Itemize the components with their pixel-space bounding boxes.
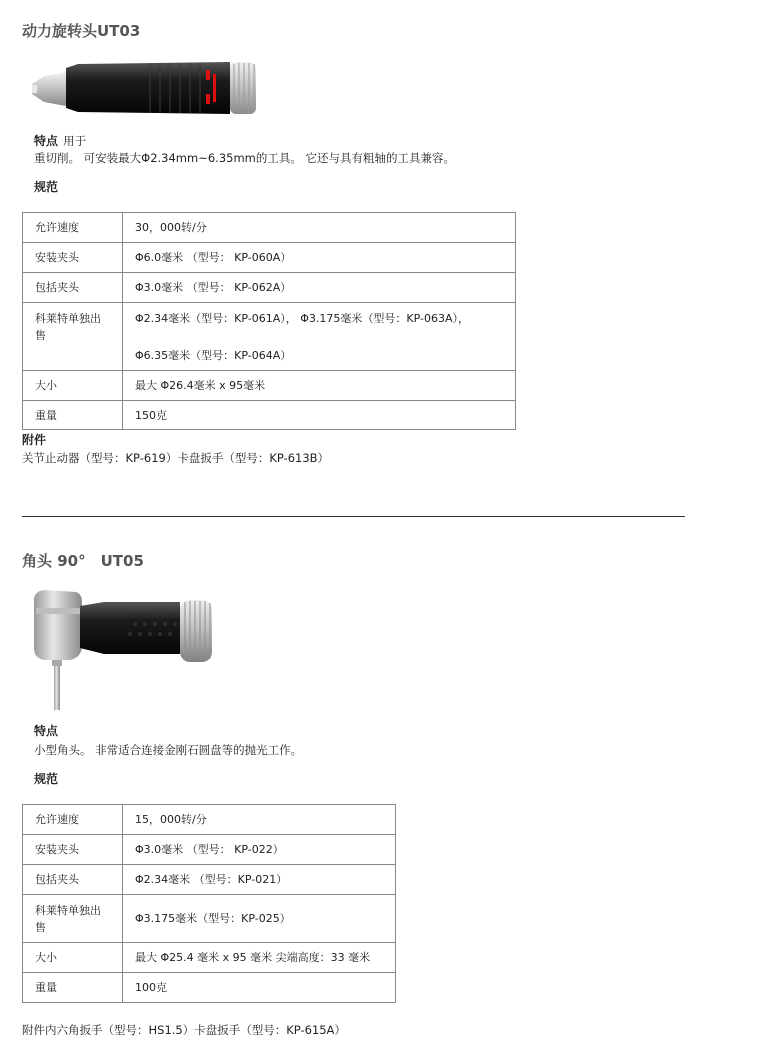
spec-label-cell (23, 895, 123, 943)
section1-features-text: 重切削。 可安装最大Φ2.34mm~6.35mm的工具。 它还与具有粗轴的工具兼容。 (34, 151, 456, 165)
section1-accessories-label: 附件 (22, 433, 47, 447)
table-row (23, 895, 396, 943)
spec-label-cell: 允许速度 (23, 213, 123, 243)
spec-label-cell: 包括夹头 (23, 865, 123, 895)
spec-label-line: 科莱特单独出 (35, 312, 101, 325)
spec-value-cell: Φ3.175毫米（型号：KP-025） (123, 895, 396, 943)
ut05-product-image (30, 588, 216, 712)
section-divider (22, 516, 685, 517)
section2-title: 角头 90° UT05 (22, 552, 144, 570)
table-row (23, 213, 516, 243)
spec-label-cell (23, 303, 123, 371)
spec-label-cell: 重量 (23, 973, 123, 1003)
spec-value-cell: 最大 Φ25.4 毫米 x 95 毫米 尖端高度：33 毫米 (123, 943, 396, 973)
table-row (23, 805, 396, 835)
section1-features-line1: 用于 (63, 134, 87, 148)
section1-spec-table (22, 212, 516, 430)
spec-label-cell: 安装夹头 (23, 835, 123, 865)
table-row (23, 243, 516, 273)
section1-accessories-text: 关节止动器（型号：KP-619）卡盘扳手（型号：KP-613B） (22, 451, 330, 465)
spec-value-line: Φ2.34毫米（型号：KP-061A）， Φ3.175毫米（型号：KP-063A）， (135, 312, 469, 325)
spec-label-line: 售 (35, 329, 46, 342)
spec-label-cell: 重量 (23, 401, 123, 430)
section2-spec-table (22, 804, 396, 1003)
spec-value-cell: 100克 (123, 973, 396, 1003)
spec-label-cell: 安装夹头 (23, 243, 123, 273)
spec-value-line: Φ6.35毫米（型号：KP-064A） (135, 349, 292, 362)
spec-value-cell (123, 303, 516, 371)
section1-spec-label: 规范 (34, 180, 59, 194)
spec-label-cell: 大小 (23, 943, 123, 973)
spec-value-cell: 30，000转/分 (123, 213, 516, 243)
spec-label-cell: 包括夹头 (23, 273, 123, 303)
section2-features-text: 小型角头。 非常适合连接金刚石圆盘等的抛光工作。 (34, 743, 303, 757)
table-row (23, 865, 396, 895)
spec-value-cell: 最大 Φ26.4毫米 x 95毫米 (123, 371, 516, 401)
spec-value-cell: 15，000转/分 (123, 805, 396, 835)
table-row (23, 371, 516, 401)
table-row (23, 303, 516, 371)
spec-label-cell: 大小 (23, 371, 123, 401)
spec-label-line: 科莱特单独出 (35, 903, 101, 917)
section2-accessories-text: 附件内六角扳手（型号：HS1.5）卡盘扳手（型号：KP-615A） (22, 1023, 346, 1037)
spec-value-cell: Φ2.34毫米 （型号：KP-021） (123, 865, 396, 895)
table-row (23, 401, 516, 430)
section1-title: 动力旋转头UT03 (22, 22, 141, 40)
section2-spec-label: 规范 (34, 772, 59, 786)
spec-value-cell: Φ6.0毫米 （型号： KP-060A） (123, 243, 516, 273)
ut03-product-image (30, 58, 260, 120)
table-row (23, 835, 396, 865)
spec-label-line: 售 (35, 920, 46, 934)
spec-value-cell: Φ3.0毫米 （型号： KP-062A） (123, 273, 516, 303)
table-row (23, 273, 516, 303)
spec-value-cell: 150克 (123, 401, 516, 430)
table-row (23, 973, 396, 1003)
section2-features-label: 特点 (34, 724, 59, 738)
spec-value-cell: Φ3.0毫米 （型号： KP-022） (123, 835, 396, 865)
table-row (23, 943, 396, 973)
spec-label-cell: 允许速度 (23, 805, 123, 835)
section1-features-label: 特点 (34, 134, 59, 148)
